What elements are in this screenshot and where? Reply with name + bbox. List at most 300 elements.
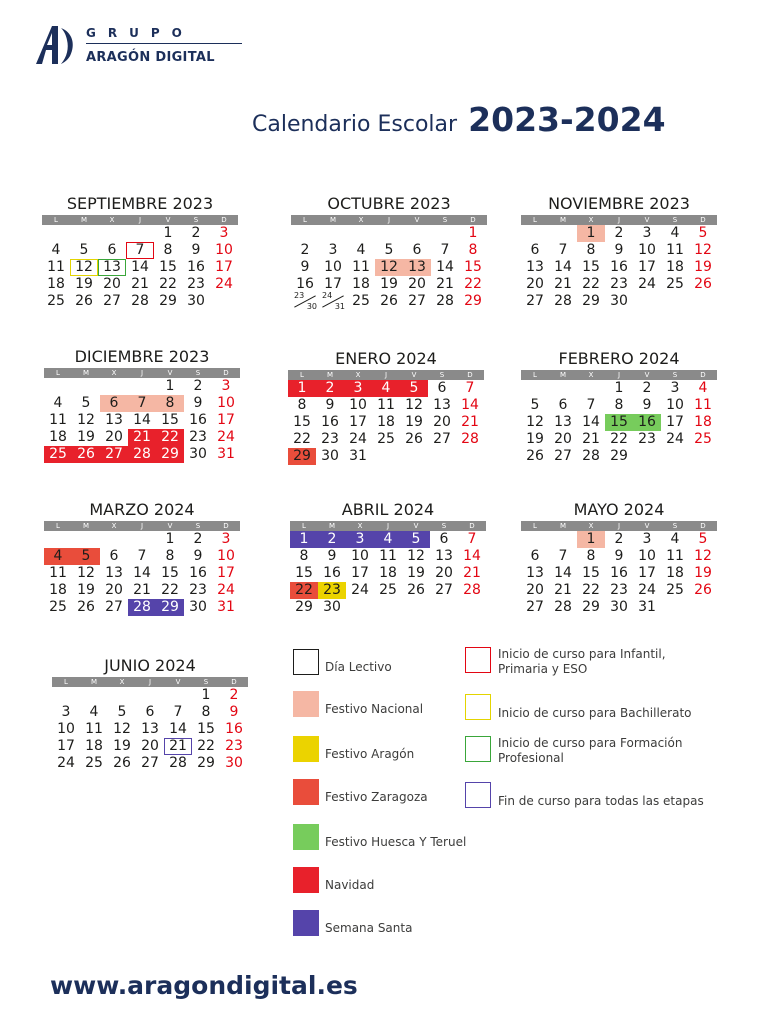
day-17: 17 <box>217 412 235 428</box>
day-grid <box>52 687 248 772</box>
day-23: 23 <box>610 276 628 292</box>
day-8: 8 <box>156 395 184 412</box>
day-12: 12 <box>407 548 425 564</box>
weekday-label: V <box>414 216 420 224</box>
day-14: 14 <box>436 259 454 275</box>
day-3: 3 <box>344 380 372 397</box>
day-25: 25 <box>49 599 67 615</box>
day-15: 15 <box>582 565 600 581</box>
legend-swatch-outline <box>465 647 491 673</box>
weekday-label: X <box>355 371 361 379</box>
day-25: 25 <box>85 755 103 771</box>
day-24: 24 <box>217 582 235 598</box>
legend-label <box>498 706 692 721</box>
title-text: Calendario Escolar <box>252 112 458 137</box>
day-9: 9 <box>614 242 624 258</box>
month-1 <box>291 193 487 310</box>
empty-cell <box>42 225 70 242</box>
legend-label <box>498 794 704 809</box>
day-20: 20 <box>141 738 159 754</box>
weekday-label: X <box>588 216 594 224</box>
weekday-label: J <box>140 369 144 377</box>
day-16: 16 <box>633 414 661 431</box>
day-grid <box>288 380 484 465</box>
day-1: 1 <box>163 225 173 241</box>
day-19: 19 <box>694 565 712 581</box>
day-2: 2 <box>318 531 346 548</box>
empty-cell <box>100 378 128 395</box>
day-8: 8 <box>299 548 309 564</box>
day-28: 28 <box>128 599 156 616</box>
empty-cell <box>164 687 192 704</box>
weekday-label: M <box>559 216 567 224</box>
legend-label-line: Fin de curso para todas las etapas <box>498 794 704 808</box>
weekday-label: X <box>119 678 125 686</box>
weekday-label: V <box>167 369 173 377</box>
day-16: 16 <box>610 259 628 275</box>
weekday-header <box>290 521 486 531</box>
day-3: 3 <box>642 225 652 241</box>
day-24: 24 <box>57 755 75 771</box>
day-21: 21 <box>164 738 192 755</box>
day-28: 28 <box>169 755 187 771</box>
day-20: 20 <box>103 276 121 292</box>
weekday-label: L <box>56 522 60 530</box>
empty-cell <box>577 380 605 397</box>
month-name: MARZO 2024 <box>89 500 195 519</box>
weekday-label: L <box>54 216 58 224</box>
day-23: 23 <box>187 276 205 292</box>
weekday-label: J <box>617 216 621 224</box>
month-6 <box>44 499 240 616</box>
day-9: 9 <box>642 397 652 413</box>
day-7: 7 <box>558 548 568 564</box>
weekday-label: M <box>559 371 567 379</box>
weekday-label: S <box>195 522 201 530</box>
day-17: 17 <box>666 414 684 430</box>
day-3: 3 <box>61 704 71 720</box>
day-18: 18 <box>49 582 67 598</box>
day-21: 21 <box>128 429 156 446</box>
day-grid <box>42 225 238 310</box>
day-26: 26 <box>75 293 93 309</box>
month-name: DICIEMBRE 2023 <box>74 347 210 366</box>
weekday-label: L <box>533 216 537 224</box>
empty-cell <box>100 531 128 548</box>
month-8 <box>521 499 717 616</box>
day-11: 11 <box>352 259 370 275</box>
day-20: 20 <box>554 431 572 447</box>
day-31: 31 <box>349 448 367 464</box>
day-30: 30 <box>610 293 628 309</box>
day-21: 21 <box>554 276 572 292</box>
weekday-label: J <box>617 371 621 379</box>
day-18: 18 <box>666 259 684 275</box>
weekday-label: S <box>439 371 445 379</box>
day-12: 12 <box>405 397 423 413</box>
day-5: 5 <box>400 380 428 397</box>
day-24: 24 <box>351 582 369 598</box>
day-11: 11 <box>379 548 397 564</box>
day-12: 12 <box>694 548 712 564</box>
day-4: 4 <box>698 380 708 396</box>
day-5: 5 <box>117 704 127 720</box>
empty-cell <box>431 225 459 242</box>
day-25: 25 <box>666 582 684 598</box>
weekday-label: L <box>303 216 307 224</box>
weekday-label: S <box>203 678 209 686</box>
day-7: 7 <box>586 397 596 413</box>
legend-swatch <box>293 779 319 805</box>
day-24: 24 <box>638 276 656 292</box>
weekday-label: X <box>358 216 364 224</box>
day-16: 16 <box>610 565 628 581</box>
empty-cell <box>549 380 577 397</box>
weekday-label: D <box>223 522 229 530</box>
day-1: 1 <box>165 531 175 547</box>
month-name: NOVIEMBRE 2023 <box>548 194 690 213</box>
day-12: 12 <box>70 259 98 276</box>
day-18: 18 <box>352 276 370 292</box>
day-merged: 24 31 <box>322 291 345 311</box>
day-12: 12 <box>77 412 95 428</box>
day-26: 26 <box>77 599 95 615</box>
day-3: 3 <box>219 225 229 241</box>
day-11: 11 <box>377 397 395 413</box>
day-4: 4 <box>44 548 72 565</box>
day-26: 26 <box>72 446 100 463</box>
day-29: 29 <box>197 755 215 771</box>
day-27: 27 <box>554 448 572 464</box>
day-12: 12 <box>77 565 95 581</box>
day-19: 19 <box>75 276 93 292</box>
day-10: 10 <box>217 395 235 411</box>
day-13: 13 <box>403 259 431 276</box>
day-2: 2 <box>193 378 203 394</box>
day-28: 28 <box>436 293 454 309</box>
day-24: 24 <box>666 431 684 447</box>
day-22: 22 <box>156 429 184 446</box>
weekday-label: S <box>672 371 678 379</box>
day-9: 9 <box>193 548 203 564</box>
weekday-header <box>291 215 487 225</box>
day-15: 15 <box>605 414 633 431</box>
day-30: 30 <box>321 448 339 464</box>
day-3: 3 <box>221 531 231 547</box>
day-6: 6 <box>412 242 422 258</box>
day-10: 10 <box>349 397 367 413</box>
month-name: ABRIL 2024 <box>341 500 435 519</box>
day-15: 15 <box>464 259 482 275</box>
day-10: 10 <box>638 548 656 564</box>
day-10: 10 <box>215 242 233 258</box>
day-27: 27 <box>100 446 128 463</box>
day-2: 2 <box>642 380 652 396</box>
legend-swatch <box>293 910 319 936</box>
legend-label: Festivo Huesca Y Teruel <box>325 835 467 849</box>
empty-cell <box>126 225 154 242</box>
legend-label: Semana Santa <box>325 921 413 935</box>
day-17: 17 <box>349 414 367 430</box>
legend-swatch <box>293 691 319 717</box>
legend-label: Festivo Nacional <box>325 702 424 716</box>
day-28: 28 <box>554 599 572 615</box>
day-19: 19 <box>380 276 398 292</box>
day-21: 21 <box>463 565 481 581</box>
day-6: 6 <box>107 242 117 258</box>
day-11: 11 <box>49 565 67 581</box>
day-2: 2 <box>614 531 624 547</box>
month-5 <box>521 348 717 465</box>
legend-swatch <box>293 736 319 762</box>
day-22: 22 <box>610 431 628 447</box>
weekday-label: D <box>700 216 706 224</box>
day-13: 13 <box>98 259 126 276</box>
day-10: 10 <box>638 242 656 258</box>
day-18: 18 <box>379 565 397 581</box>
day-5: 5 <box>72 548 100 565</box>
day-16: 16 <box>225 721 243 737</box>
day-24: 24 <box>217 429 235 445</box>
day-20: 20 <box>526 276 544 292</box>
day-3: 3 <box>670 380 680 396</box>
day-10: 10 <box>666 397 684 413</box>
legend-label-line: Primaria y ESO <box>498 662 588 676</box>
day-3: 3 <box>221 378 231 394</box>
day-13: 13 <box>141 721 159 737</box>
day-13: 13 <box>105 412 123 428</box>
day-27: 27 <box>408 293 426 309</box>
legend-label: Día Lectivo <box>325 660 392 674</box>
day-27: 27 <box>435 582 453 598</box>
day-23: 23 <box>638 431 656 447</box>
day-9: 9 <box>327 548 337 564</box>
day-24: 24 <box>215 276 233 292</box>
logo-divider <box>86 43 242 44</box>
day-16: 16 <box>189 412 207 428</box>
day-18: 18 <box>49 429 67 445</box>
weekday-label: D <box>467 371 473 379</box>
day-29: 29 <box>156 599 184 616</box>
day-6: 6 <box>439 531 449 547</box>
day-17: 17 <box>324 276 342 292</box>
day-14: 14 <box>131 259 149 275</box>
day-9: 9 <box>300 259 310 275</box>
weekday-label: S <box>672 216 678 224</box>
legend-label <box>498 736 682 766</box>
day-19: 19 <box>77 582 95 598</box>
day-grid <box>521 380 717 465</box>
day-22: 22 <box>290 582 318 599</box>
day-29: 29 <box>288 448 316 465</box>
day-grid <box>521 225 717 310</box>
day-25: 25 <box>666 276 684 292</box>
weekday-label: V <box>644 216 650 224</box>
day-20: 20 <box>408 276 426 292</box>
day-17: 17 <box>217 565 235 581</box>
day-27: 27 <box>526 293 544 309</box>
empty-cell <box>52 687 80 704</box>
day-8: 8 <box>201 704 211 720</box>
day-23: 23 <box>610 582 628 598</box>
day-20: 20 <box>433 414 451 430</box>
day-19: 19 <box>405 414 423 430</box>
empty-cell <box>44 378 72 395</box>
day-14: 14 <box>554 565 572 581</box>
day-1: 1 <box>468 225 478 241</box>
day-30: 30 <box>187 293 205 309</box>
weekday-label: D <box>223 369 229 377</box>
footer-url[interactable]: www.aragondigital.es <box>50 971 358 1000</box>
day-13: 13 <box>526 565 544 581</box>
day-19: 19 <box>694 259 712 275</box>
day-31: 31 <box>217 599 235 615</box>
day-7: 7 <box>440 242 450 258</box>
day-14: 14 <box>133 565 151 581</box>
day-4: 4 <box>356 242 366 258</box>
weekday-header <box>521 370 717 380</box>
day-31: 31 <box>217 446 235 462</box>
day-2: 2 <box>229 687 239 703</box>
day-30: 30 <box>189 599 207 615</box>
day-4: 4 <box>670 225 680 241</box>
day-25: 25 <box>47 293 65 309</box>
day-2: 2 <box>191 225 201 241</box>
day-24: 24 <box>638 582 656 598</box>
day-31: 31 <box>638 599 656 615</box>
day-4: 4 <box>670 531 680 547</box>
day-2: 2 <box>614 225 624 241</box>
month-name: SEPTIEMBRE 2023 <box>66 194 214 213</box>
day-28: 28 <box>131 293 149 309</box>
day-14: 14 <box>461 397 479 413</box>
month-3 <box>44 346 240 463</box>
weekday-label: M <box>82 522 90 530</box>
day-merged: 23 30 <box>294 291 317 311</box>
day-6: 6 <box>530 242 540 258</box>
day-7: 7 <box>465 380 475 396</box>
empty-cell <box>347 225 375 242</box>
day-18: 18 <box>377 414 395 430</box>
day-26: 26 <box>405 431 423 447</box>
day-22: 22 <box>161 582 179 598</box>
day-1: 1 <box>288 380 316 397</box>
day-26: 26 <box>113 755 131 771</box>
day-10: 10 <box>57 721 75 737</box>
empty-cell <box>521 531 549 548</box>
weekday-label: L <box>302 522 306 530</box>
day-17: 17 <box>638 259 656 275</box>
month-name: ENERO 2024 <box>335 349 437 368</box>
day-14: 14 <box>169 721 187 737</box>
empty-cell <box>72 531 100 548</box>
weekday-label: X <box>357 522 363 530</box>
legend-label-line: Inicio de curso para Formación <box>498 736 683 750</box>
day-21: 21 <box>554 582 572 598</box>
day-5: 5 <box>530 397 540 413</box>
empty-cell <box>80 687 108 704</box>
day-6: 6 <box>145 704 155 720</box>
day-6: 6 <box>558 397 568 413</box>
day-10: 10 <box>217 548 235 564</box>
day-grid <box>44 378 240 463</box>
day-29: 29 <box>159 293 177 309</box>
weekday-label: M <box>559 522 567 530</box>
day-13: 13 <box>433 397 451 413</box>
empty-cell <box>128 378 156 395</box>
aragon-digital-logo-icon <box>34 24 78 66</box>
day-11: 11 <box>49 412 67 428</box>
day-8: 8 <box>468 242 478 258</box>
day-27: 27 <box>433 431 451 447</box>
weekday-header <box>521 215 717 225</box>
day-6: 6 <box>109 548 119 564</box>
day-29: 29 <box>464 293 482 309</box>
weekday-label: D <box>231 678 237 686</box>
empty-cell <box>319 225 347 242</box>
day-4: 4 <box>89 704 99 720</box>
day-13: 13 <box>435 548 453 564</box>
day-26: 26 <box>526 448 544 464</box>
day-3: 3 <box>346 531 374 548</box>
day-29: 29 <box>582 293 600 309</box>
weekday-label: M <box>328 522 336 530</box>
day-9: 9 <box>229 704 239 720</box>
day-9: 9 <box>191 242 201 258</box>
weekday-label: L <box>533 522 537 530</box>
day-16: 16 <box>323 565 341 581</box>
weekday-label: M <box>82 369 90 377</box>
day-1: 1 <box>577 531 605 548</box>
day-16: 16 <box>189 565 207 581</box>
empty-cell <box>291 225 319 242</box>
weekday-label: J <box>386 522 390 530</box>
day-15: 15 <box>582 259 600 275</box>
day-18: 18 <box>85 738 103 754</box>
day-17: 17 <box>57 738 75 754</box>
month-name: JUNIO 2024 <box>104 656 196 675</box>
day-26: 26 <box>694 276 712 292</box>
day-22: 22 <box>582 276 600 292</box>
empty-cell <box>44 531 72 548</box>
day-25: 25 <box>694 431 712 447</box>
day-12: 12 <box>375 259 403 276</box>
day-5: 5 <box>81 395 91 411</box>
day-3: 3 <box>328 242 338 258</box>
empty-cell <box>70 225 98 242</box>
day-grid <box>290 531 486 616</box>
day-7: 7 <box>467 531 477 547</box>
day-29: 29 <box>156 446 184 463</box>
day-1: 1 <box>577 225 605 242</box>
month-2 <box>521 193 717 310</box>
day-21: 21 <box>461 414 479 430</box>
weekday-label: S <box>441 522 447 530</box>
logo <box>34 24 224 70</box>
empty-cell <box>403 225 431 242</box>
weekday-label: D <box>700 522 706 530</box>
weekday-header <box>44 521 240 531</box>
day-5: 5 <box>402 531 430 548</box>
weekday-label: J <box>384 371 388 379</box>
legend-label-line: Profesional <box>498 751 564 765</box>
day-7: 7 <box>173 704 183 720</box>
day-8: 8 <box>165 548 175 564</box>
weekday-header <box>42 215 238 225</box>
empty-cell <box>549 531 577 548</box>
day-28: 28 <box>554 293 572 309</box>
empty-cell <box>98 225 126 242</box>
